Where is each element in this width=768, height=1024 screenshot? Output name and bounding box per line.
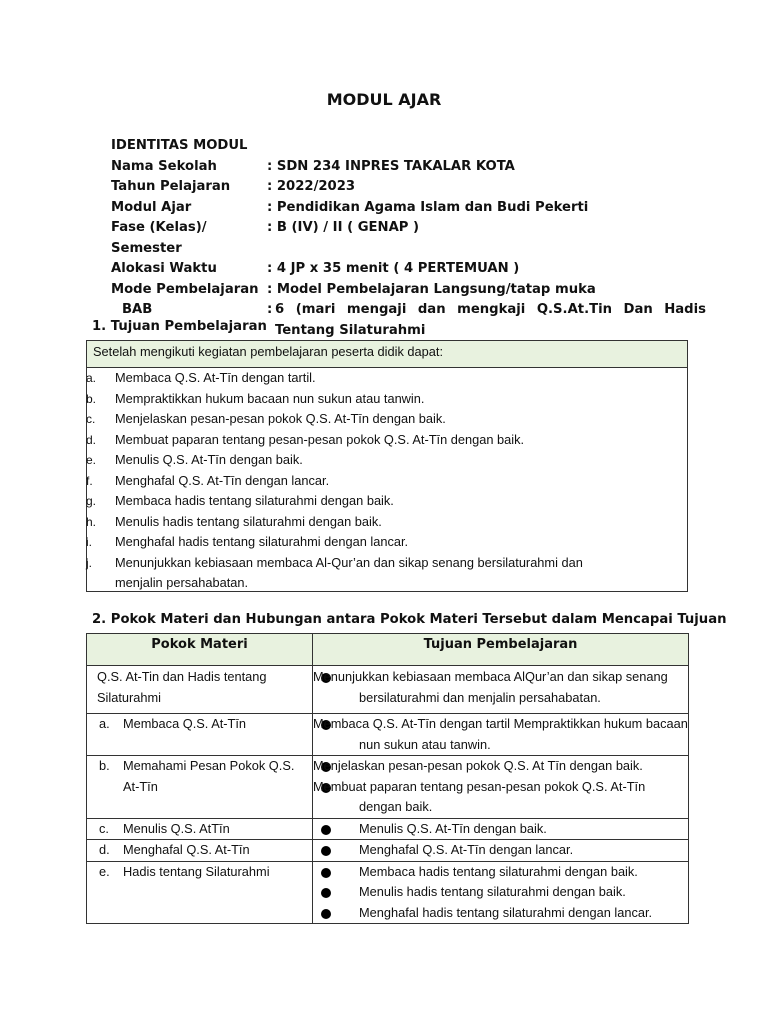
- tujuan-text: Menulis Q.S. At-Tīn dengan baik.: [359, 820, 547, 836]
- identitas-modul: [111, 136, 706, 341]
- list-marker: f.: [86, 473, 93, 488]
- document-title: MODUL AJAR: [326, 90, 442, 109]
- identitas-label: Modul Ajar: [111, 199, 192, 215]
- tujuan-bullet: [313, 862, 688, 883]
- identitas-row: [111, 157, 706, 178]
- table-row: [87, 666, 689, 714]
- identitas-row: [111, 198, 706, 219]
- identitas-row: [111, 259, 706, 280]
- tujuan-text: Menunjukkan kebiasaan membaca AlQur’an dan sikap senang bersilaturahmi dan menjalin persahabatan.: [313, 669, 668, 705]
- tujuan-cell: [313, 840, 689, 862]
- materi-cell: [87, 861, 313, 924]
- tujuan-bullet: [313, 777, 688, 818]
- table-row: [87, 861, 689, 924]
- materi-cell: [87, 714, 313, 756]
- tujuan-text: Membaca Q.S. At-Tīn dengan tartil Mempraktikkan hukum bacaan nun sukun atau tanwin.: [313, 716, 688, 752]
- tujuan-text: Membuat paparan tentang pesan-pesan pokok Q.S. At-Tīn dengan baik.: [313, 778, 646, 814]
- materi-text: Membaca Q.S. At-Tīn: [123, 716, 247, 731]
- tujuan-bullet: [313, 882, 688, 903]
- identitas-row: [111, 177, 706, 198]
- tujuan-list: [87, 368, 687, 594]
- tujuan-cell: [313, 666, 689, 714]
- list-item: [87, 512, 687, 533]
- table-header-row: [87, 634, 689, 666]
- bullet-dot-icon: [321, 909, 331, 919]
- col-header-tujuan: Tujuan Pembelajaran: [313, 634, 689, 666]
- materi-letter: d.: [99, 842, 110, 857]
- tujuan-text: Menghafal Q.S. At-Tīn dengan lancar.: [359, 842, 574, 857]
- list-marker: d.: [86, 432, 97, 447]
- materi-letter: e.: [99, 863, 110, 879]
- tujuan-cell: [313, 714, 689, 756]
- materi-table: [86, 633, 689, 924]
- list-text-continuation: menjalin persahabatan.: [115, 575, 249, 590]
- list-marker: c.: [86, 412, 96, 426]
- materi-letter: a.: [99, 716, 110, 731]
- materi-letter: c.: [99, 820, 109, 836]
- identitas-value: : B (IV) / II ( GENAP ): [267, 220, 420, 235]
- tujuan-cell: [313, 756, 689, 819]
- materi-cell: [87, 756, 313, 819]
- identitas-heading: IDENTITAS MODUL: [111, 138, 248, 153]
- list-item: [87, 491, 687, 512]
- identitas-label: Alokasi Waktu: [111, 261, 217, 276]
- list-text: Menghafal hadis tentang silaturahmi dengan lancar.: [115, 534, 409, 549]
- tujuan-text: Menulis hadis tentang silaturahmi dengan baik.: [359, 884, 626, 899]
- table-row: [87, 756, 689, 819]
- list-marker: h.: [86, 514, 97, 529]
- bullet-dot-icon: [321, 846, 331, 856]
- bullet-dot-icon: [321, 825, 331, 835]
- list-item: [87, 389, 687, 410]
- list-text: Menulis Q.S. At-Tīn dengan baik.: [115, 452, 303, 467]
- materi-text: Menghafal Q.S. At-Tīn: [123, 842, 250, 857]
- table-row: [87, 818, 689, 840]
- materi-text: Hadis tentang Silaturahmi: [123, 863, 270, 879]
- tujuan-bullet: [313, 756, 688, 777]
- materi-text: Q.S. At-Tin dan Hadis tentang Silaturahmi: [97, 669, 267, 705]
- list-marker: g.: [86, 494, 97, 508]
- identitas-label: Fase (Kelas)/ Semester: [111, 220, 207, 256]
- table-row: [87, 714, 689, 756]
- list-item: [87, 430, 687, 451]
- identitas-label: Tahun Pelajaran: [111, 179, 231, 194]
- col-header-materi: Pokok Materi: [87, 634, 313, 666]
- list-marker: e.: [86, 453, 97, 467]
- identitas-label: Mode Pembelajaran: [111, 281, 259, 297]
- identitas-value: : Model Pembelajaran Langsung/tatap muka: [267, 281, 596, 297]
- list-marker: i.: [86, 535, 92, 549]
- list-text: Menjelaskan pesan-pesan pokok Q.S. At-Tīn dengan baik.: [115, 411, 446, 426]
- materi-cell: [87, 818, 313, 840]
- materi-cell: [87, 840, 313, 862]
- section-2-title: 2. Pokok Materi dan Hubungan antara Pokok Materi Tersebut dalam Mencapai Tujuan: [92, 612, 727, 627]
- list-text: Menghafal Q.S. At-Tīn dengan lancar.: [115, 472, 330, 488]
- list-item: [87, 450, 687, 471]
- bab-value: 6 (mari mengaji dan mengkaji Q.S.At.Tin Dan Hadis Tentang Silaturahmi: [275, 302, 706, 338]
- identitas-value: : 4 JP x 35 menit ( 4 PERTEMUAN ): [267, 261, 520, 276]
- list-item: [87, 532, 687, 553]
- bab-label: BAB: [122, 302, 153, 317]
- section-1-title: 1. Tujuan Pembelajaran: [92, 319, 267, 334]
- bab-colon: :: [267, 302, 273, 317]
- list-item: [87, 471, 687, 492]
- tujuan-box: [86, 340, 688, 592]
- list-marker: j.: [86, 555, 92, 570]
- materi-cell: [87, 666, 313, 714]
- tujuan-text: Menjelaskan pesan-pesan pokok Q.S. At Tīn dengan baik.: [313, 758, 643, 773]
- tujuan-bullet: [313, 714, 688, 755]
- identitas-value: : Pendidikan Agama Islam dan Budi Pekerti: [267, 199, 589, 215]
- identitas-row: [111, 218, 706, 259]
- bullet-dot-icon: [321, 888, 331, 898]
- tujuan-text: Menghafal hadis tentang silaturahmi dengan lancar.: [359, 904, 653, 920]
- materi-letter: b.: [99, 758, 110, 773]
- identitas-row: [111, 280, 706, 301]
- list-text: Membaca Q.S. At-Tīn dengan tartil.: [115, 370, 316, 385]
- tujuan-text: Membaca hadis tentang silaturahmi dengan baik.: [359, 863, 638, 879]
- materi-text: Menulis Q.S. AtTīn: [123, 820, 230, 836]
- tujuan-bullet: [313, 840, 688, 861]
- list-marker: b.: [86, 391, 97, 406]
- tujuan-cell: [313, 818, 689, 840]
- list-text: Menulis hadis tentang silaturahmi dengan baik.: [115, 513, 382, 529]
- list-text: Membuat paparan tentang pesan-pesan pokok Q.S. At-Tīn dengan baik.: [115, 431, 525, 447]
- list-item: [87, 553, 687, 594]
- list-item: [87, 409, 687, 430]
- tujuan-intro: Setelah mengikuti kegiatan pembelajaran peserta didik dapat:: [87, 341, 687, 368]
- tujuan-cell: [313, 861, 689, 924]
- materi-text: Memahami Pesan Pokok Q.S. At-Tīn: [123, 758, 295, 794]
- bab-value-wrap: [267, 300, 706, 341]
- bullet-dot-icon: [321, 868, 331, 878]
- tujuan-bullet: [313, 667, 688, 708]
- tujuan-bullet: [313, 903, 688, 924]
- tujuan-bullet: [313, 819, 688, 840]
- list-item: [87, 368, 687, 389]
- identitas-value: : SDN 234 INPRES TAKALAR KOTA: [267, 158, 515, 174]
- list-text: Menunjukkan kebiasaan membaca Al-Qur’an dan sikap senang bersilaturahmi dan: [115, 554, 583, 570]
- identitas-label: Nama Sekolah: [111, 158, 217, 174]
- identitas-value: : 2022/2023: [267, 179, 356, 194]
- table-row: [87, 840, 689, 862]
- list-text: Membaca hadis tentang silaturahmi dengan baik.: [115, 493, 394, 508]
- list-text: Mempraktikkan hukum bacaan nun sukun atau tanwin.: [115, 390, 425, 406]
- list-marker: a.: [86, 371, 97, 385]
